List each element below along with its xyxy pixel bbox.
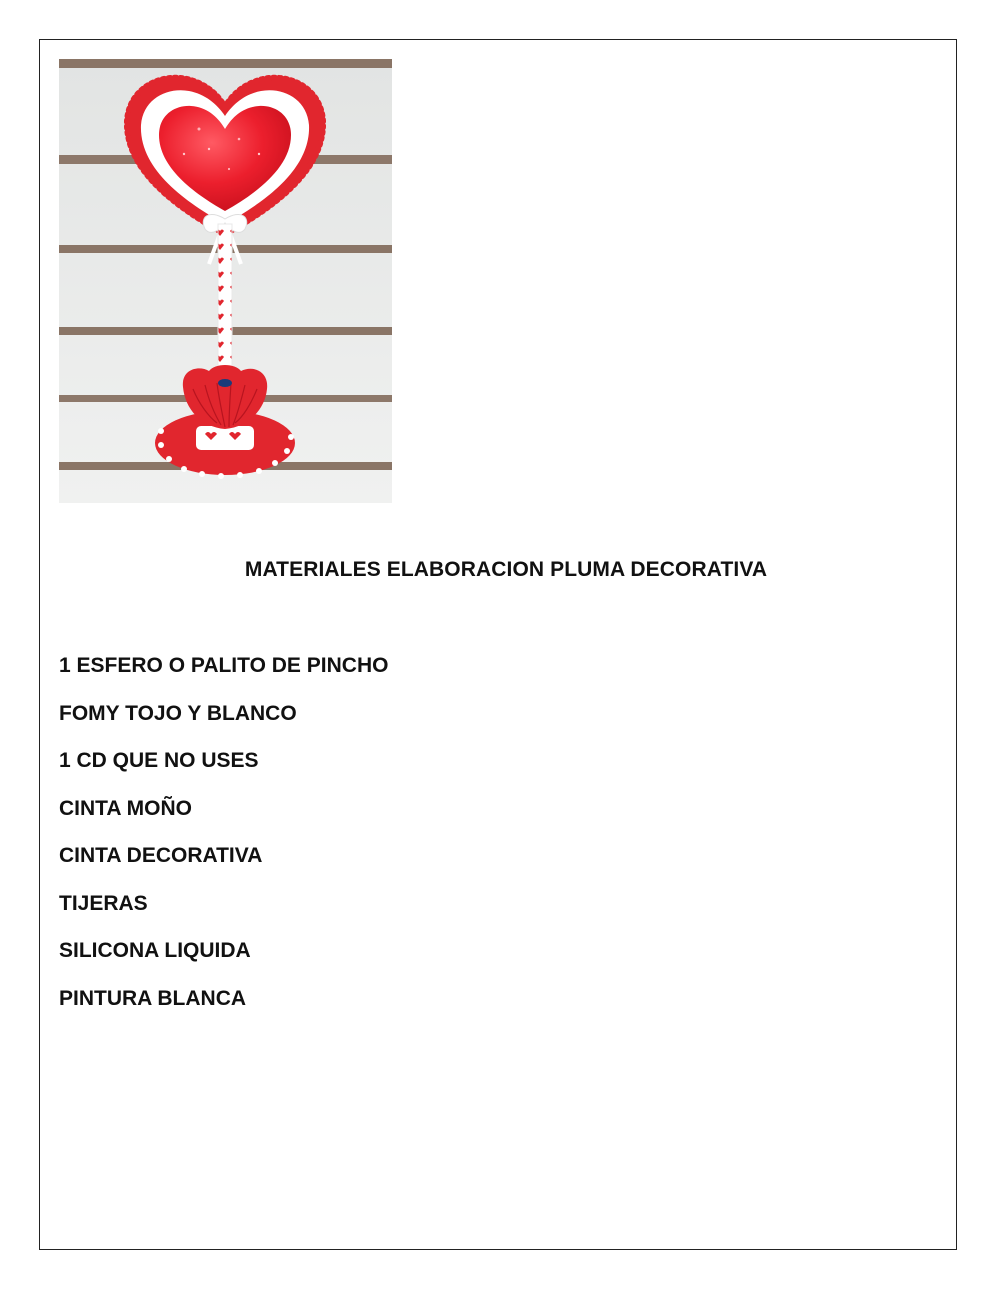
list-item: PINTURA BLANCA (59, 986, 247, 1010)
page-title: MATERIALES ELABORACION PLUMA DECORATIVA (244, 558, 768, 581)
list-item: TIJERAS (59, 891, 148, 915)
list-item: CINTA DECORATIVA (59, 844, 263, 867)
list-item: FOMY TOJO Y BLANCO (59, 701, 297, 725)
decorative-pen-photo (59, 59, 392, 503)
list-item: SILICONA LIQUIDA (59, 939, 251, 962)
decorated-stick (218, 224, 232, 384)
list-item: 1 ESFERO O PALITO DE PINCHO (59, 654, 389, 677)
materials-list (59, 651, 388, 1031)
list-item: CINTA MOÑO (59, 796, 192, 820)
list-item: 1 CD QUE NO USES (59, 749, 259, 772)
wall-slat (59, 59, 392, 68)
